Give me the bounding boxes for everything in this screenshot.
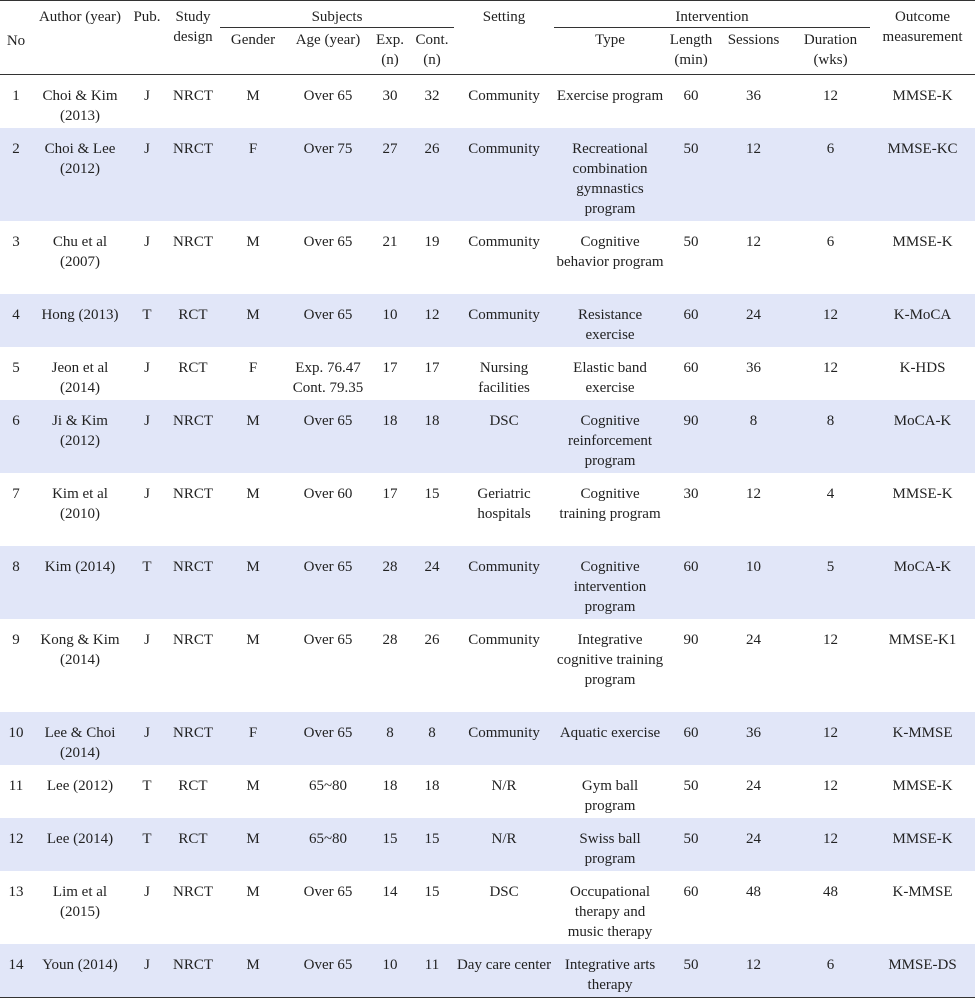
cell-setting: N/R xyxy=(491,778,517,794)
table-row xyxy=(0,294,975,347)
cell-cont: 26 xyxy=(424,141,440,157)
cell-gender: M xyxy=(246,884,260,900)
cell-no: 7 xyxy=(12,486,20,502)
cell-outcome: MMSE-K xyxy=(892,778,953,794)
cell-author: Kong & Kim (2014) xyxy=(40,632,120,668)
cell-exp: 27 xyxy=(382,141,398,157)
cell-duration: 12 xyxy=(823,307,839,323)
cell-design: NRCT xyxy=(172,141,213,157)
cell-no: 6 xyxy=(12,413,20,429)
cell-pub: J xyxy=(144,632,150,648)
cell-no: 2 xyxy=(12,141,20,157)
table-body xyxy=(0,75,975,998)
cell-age: Over 60 xyxy=(303,486,353,502)
cell-length: 50 xyxy=(683,778,699,794)
cell-sessions: 36 xyxy=(746,360,762,376)
cell-pub: J xyxy=(144,957,150,973)
cell-setting: Community xyxy=(468,632,540,648)
cell-author: Lee & Choi (2014) xyxy=(44,725,116,761)
cell-sessions: 10 xyxy=(746,559,762,575)
cell-duration: 4 xyxy=(826,486,835,502)
cell-gender: M xyxy=(246,234,260,250)
cell-gender: M xyxy=(246,778,260,794)
cell-cont: 24 xyxy=(424,559,440,575)
cell-gender: F xyxy=(248,141,258,157)
cell-author: Lee (2012) xyxy=(46,778,114,794)
cell-design: NRCT xyxy=(172,632,213,648)
cell-exp: 18 xyxy=(382,413,398,429)
table-row xyxy=(0,400,975,473)
cell-duration: 6 xyxy=(826,234,835,250)
cell-age: Over 65 xyxy=(303,88,353,104)
table-header xyxy=(0,1,975,75)
cell-age: Over 65 xyxy=(303,725,353,741)
header-author: Author (year) xyxy=(38,9,122,25)
cell-sessions: 12 xyxy=(746,141,762,157)
cell-exp: 17 xyxy=(382,360,398,376)
cell-age: Over 65 xyxy=(303,957,353,973)
cell-author: Choi & Kim (2013) xyxy=(42,88,118,124)
cell-type: Cognitive behavior program xyxy=(556,234,664,270)
header-setting: Setting xyxy=(482,9,526,25)
cell-exp: 17 xyxy=(382,486,398,502)
cell-setting: Community xyxy=(468,234,540,250)
cell-outcome: MMSE-DS xyxy=(888,957,957,973)
cell-length: 50 xyxy=(683,957,699,973)
cell-no: 13 xyxy=(8,884,24,900)
header-sessions: Sessions xyxy=(727,32,780,48)
cell-author: Jeon et al (2014) xyxy=(51,360,109,396)
cell-gender: M xyxy=(246,88,260,104)
cell-pub: T xyxy=(142,307,152,323)
cell-gender: M xyxy=(246,957,260,973)
cell-design: RCT xyxy=(178,307,208,323)
table-row xyxy=(0,128,975,221)
cell-exp: 30 xyxy=(382,88,398,104)
cell-setting: Geriatric hospitals xyxy=(477,486,531,522)
header-length: Length (min) xyxy=(669,32,713,68)
header-subjects: Subjects xyxy=(220,1,454,28)
cell-pub: J xyxy=(144,884,150,900)
cell-length: 50 xyxy=(683,141,699,157)
cell-pub: T xyxy=(142,559,152,575)
cell-gender: M xyxy=(246,413,260,429)
cell-exp: 14 xyxy=(382,884,398,900)
cell-length: 60 xyxy=(683,307,699,323)
cell-cont: 17 xyxy=(424,360,440,376)
header-outcome: Outcome measurement xyxy=(882,9,963,45)
cell-exp: 28 xyxy=(382,559,398,575)
cell-outcome: MMSE-K xyxy=(892,831,953,847)
cell-pub: J xyxy=(144,360,150,376)
cell-age: Over 65 xyxy=(303,307,353,323)
cell-outcome: K-HDS xyxy=(899,360,946,376)
cell-exp: 10 xyxy=(382,957,398,973)
table-row xyxy=(0,765,975,818)
cell-type: Elastic band exercise xyxy=(573,360,647,396)
table-row xyxy=(0,75,975,129)
cell-age: Over 65 xyxy=(303,632,353,648)
cell-exp: 15 xyxy=(382,831,398,847)
cell-design: NRCT xyxy=(172,413,213,429)
cell-setting: Community xyxy=(468,559,540,575)
cell-sessions: 24 xyxy=(746,632,762,648)
cell-age: Over 75 xyxy=(303,141,353,157)
cell-design: NRCT xyxy=(172,957,213,973)
cell-length: 60 xyxy=(683,884,699,900)
cell-outcome: MMSE-K1 xyxy=(888,632,957,648)
table-row xyxy=(0,619,975,712)
cell-type: Resistance exercise xyxy=(577,307,643,343)
cell-type: Integrative cognitive training program xyxy=(556,632,664,688)
cell-duration: 8 xyxy=(826,413,835,429)
cell-duration: 12 xyxy=(823,88,839,104)
header-study-design: Study design xyxy=(173,9,213,45)
cell-outcome: MMSE-K xyxy=(892,234,953,250)
cell-author: Youn (2014) xyxy=(42,957,118,973)
cell-cont: 11 xyxy=(424,957,440,973)
cell-design: RCT xyxy=(178,831,208,847)
cell-setting: N/R xyxy=(491,831,517,847)
cell-no: 5 xyxy=(12,360,20,376)
cell-pub: J xyxy=(144,486,150,502)
cell-no: 3 xyxy=(12,234,20,250)
cell-cont: 19 xyxy=(424,234,440,250)
cell-setting: DSC xyxy=(489,413,519,429)
cell-pub: T xyxy=(142,831,152,847)
cell-type: Exercise program xyxy=(556,88,664,104)
cell-pub: J xyxy=(144,234,150,250)
cell-age: 65~80 xyxy=(308,778,348,794)
cell-sessions: 12 xyxy=(746,957,762,973)
cell-setting: Community xyxy=(468,88,540,104)
cell-duration: 48 xyxy=(823,884,839,900)
cell-length: 50 xyxy=(683,234,699,250)
cell-sessions: 12 xyxy=(746,234,762,250)
cell-setting: Community xyxy=(468,725,540,741)
cell-length: 50 xyxy=(683,831,699,847)
cell-outcome: MoCA-K xyxy=(893,559,952,575)
cell-type: Occupational therapy and music therapy xyxy=(567,884,653,940)
header-gender: Gender xyxy=(230,32,276,48)
header-type: Type xyxy=(595,32,625,48)
cell-pub: J xyxy=(144,413,150,429)
cell-length: 60 xyxy=(683,88,699,104)
cell-design: NRCT xyxy=(172,559,213,575)
cell-no: 8 xyxy=(12,559,20,575)
cell-cont: 12 xyxy=(424,307,440,323)
cell-age: Over 65 xyxy=(303,559,353,575)
cell-cont: 26 xyxy=(424,632,440,648)
cell-exp: 10 xyxy=(382,307,398,323)
cell-cont: 18 xyxy=(424,778,440,794)
cell-type: Aquatic exercise xyxy=(559,725,661,741)
cell-sessions: 36 xyxy=(746,88,762,104)
cell-gender: M xyxy=(246,831,260,847)
cell-age: Exp. 76.47 Cont. 79.35 xyxy=(292,360,364,396)
cell-author: Lim et al (2015) xyxy=(52,884,108,920)
cell-exp: 18 xyxy=(382,778,398,794)
cell-outcome: MMSE-KC xyxy=(887,141,958,157)
cell-setting: Day care center xyxy=(456,957,552,973)
cell-sessions: 24 xyxy=(746,307,762,323)
cell-length: 90 xyxy=(683,413,699,429)
table-row xyxy=(0,944,975,998)
cell-outcome: MMSE-K xyxy=(892,486,953,502)
cell-exp: 8 xyxy=(386,725,394,741)
cell-gender: M xyxy=(246,559,260,575)
cell-design: NRCT xyxy=(172,884,213,900)
cell-no: 14 xyxy=(8,957,24,973)
cell-age: 65~80 xyxy=(308,831,348,847)
cell-sessions: 12 xyxy=(746,486,762,502)
table-row xyxy=(0,221,975,294)
table-row xyxy=(0,546,975,619)
cell-cont: 32 xyxy=(424,88,440,104)
cell-pub: J xyxy=(144,141,150,157)
cell-author: Choi & Lee (2012) xyxy=(44,141,116,177)
header-cont: Cont. (n) xyxy=(415,32,449,68)
cell-cont: 15 xyxy=(424,486,440,502)
header-duration: Duration (wks) xyxy=(803,32,858,68)
cell-duration: 6 xyxy=(826,141,835,157)
cell-outcome: MoCA-K xyxy=(893,413,952,429)
cell-age: Over 65 xyxy=(303,413,353,429)
cell-length: 60 xyxy=(683,360,699,376)
cell-design: NRCT xyxy=(172,234,213,250)
cell-setting: Community xyxy=(468,307,540,323)
cell-type: Gym ball program xyxy=(581,778,639,814)
cell-age: Over 65 xyxy=(303,234,353,250)
header-intervention: Intervention xyxy=(554,1,870,28)
cell-design: NRCT xyxy=(172,725,213,741)
cell-author: Chu et al (2007) xyxy=(52,234,108,270)
cell-pub: T xyxy=(142,778,152,794)
cell-gender: M xyxy=(246,486,260,502)
cell-design: RCT xyxy=(178,360,208,376)
cell-author: Hong (2013) xyxy=(41,307,119,323)
cell-setting: Community xyxy=(468,141,540,157)
cell-duration: 12 xyxy=(823,725,839,741)
cell-gender: F xyxy=(248,725,258,741)
cell-cont: 18 xyxy=(424,413,440,429)
cell-pub: J xyxy=(144,88,150,104)
table-row xyxy=(0,347,975,400)
cell-length: 60 xyxy=(683,725,699,741)
cell-duration: 6 xyxy=(826,957,835,973)
cell-setting: DSC xyxy=(489,884,519,900)
cell-length: 30 xyxy=(683,486,699,502)
cell-outcome: K-MoCA xyxy=(893,307,952,323)
cell-duration: 12 xyxy=(823,778,839,794)
cell-outcome: K-MMSE xyxy=(892,884,953,900)
cell-sessions: 36 xyxy=(746,725,762,741)
cell-type: Cognitive training program xyxy=(559,486,661,522)
cell-no: 9 xyxy=(12,632,20,648)
cell-cont: 15 xyxy=(424,884,440,900)
cell-no: 12 xyxy=(8,831,24,847)
cell-exp: 21 xyxy=(382,234,398,250)
header-age: Age (year) xyxy=(295,32,361,48)
cell-outcome: MMSE-K xyxy=(892,88,953,104)
cell-type: Cognitive intervention program xyxy=(573,559,647,615)
cell-author: Kim et al (2010) xyxy=(52,486,108,522)
cell-author: Lee (2014) xyxy=(46,831,114,847)
cell-type: Cognitive reinforcement program xyxy=(567,413,653,469)
cell-design: NRCT xyxy=(172,486,213,502)
cell-gender: M xyxy=(246,307,260,323)
table-row xyxy=(0,871,975,944)
cell-type: Recreational combination gymnastics program xyxy=(572,141,648,217)
cell-sessions: 24 xyxy=(746,831,762,847)
cell-no: 11 xyxy=(8,778,24,794)
cell-no: 10 xyxy=(8,725,24,741)
cell-exp: 28 xyxy=(382,632,398,648)
cell-sessions: 8 xyxy=(749,413,758,429)
table-row xyxy=(0,473,975,546)
cell-age: Over 65 xyxy=(303,884,353,900)
table-row xyxy=(0,712,975,765)
cell-design: RCT xyxy=(178,778,208,794)
cell-duration: 12 xyxy=(823,831,839,847)
cell-duration: 12 xyxy=(823,360,839,376)
cell-type: Integrative arts therapy xyxy=(564,957,656,993)
cell-length: 90 xyxy=(683,632,699,648)
cell-sessions: 24 xyxy=(746,778,762,794)
header-no: No xyxy=(6,32,26,49)
header-pub: Pub. xyxy=(133,9,161,25)
cell-gender: M xyxy=(246,632,260,648)
cell-author: Ji & Kim (2012) xyxy=(52,413,108,449)
cell-no: 4 xyxy=(12,307,20,323)
cell-sessions: 48 xyxy=(746,884,762,900)
cell-no: 1 xyxy=(12,88,20,104)
cell-length: 60 xyxy=(683,559,699,575)
cell-cont: 8 xyxy=(428,725,436,741)
cell-gender: F xyxy=(248,360,258,376)
cell-duration: 12 xyxy=(823,632,839,648)
cell-author: Kim (2014) xyxy=(44,559,116,575)
cell-duration: 5 xyxy=(826,559,835,575)
table-row xyxy=(0,818,975,871)
cell-design: NRCT xyxy=(172,88,213,104)
cell-pub: J xyxy=(144,725,150,741)
header-exp: Exp. (n) xyxy=(376,32,404,68)
cell-outcome: K-MMSE xyxy=(892,725,953,741)
cell-cont: 15 xyxy=(424,831,440,847)
cell-setting: Nursing facilities xyxy=(478,360,530,396)
cell-type: Swiss ball program xyxy=(579,831,641,867)
